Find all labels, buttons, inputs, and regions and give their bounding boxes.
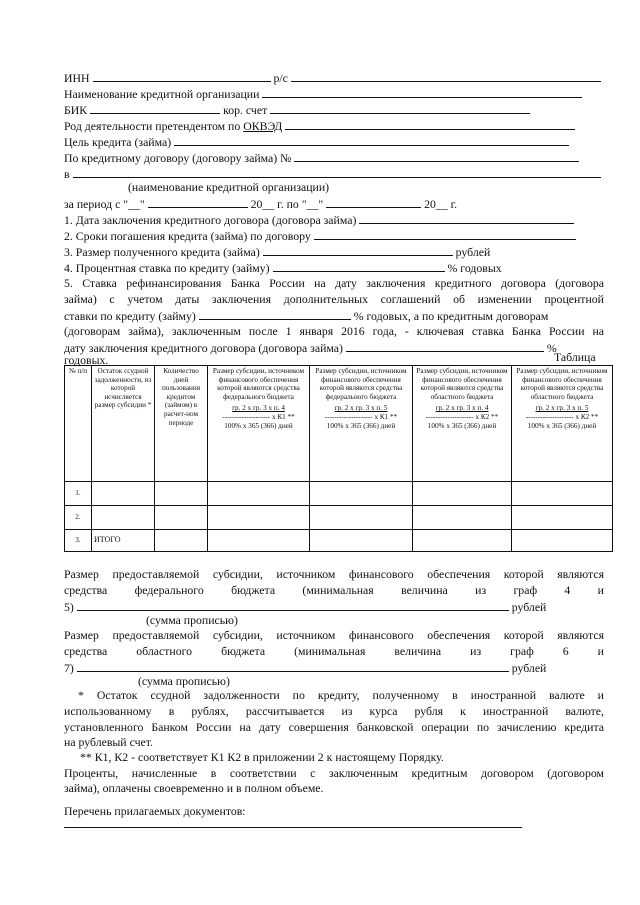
credit-org-field[interactable]: [262, 86, 582, 98]
formula-coef: х К1 **: [271, 413, 295, 422]
purpose-label: Цель кредита (займа): [64, 135, 172, 149]
formula-numerator: гр. 2 х гр. 3 х п. 5: [535, 404, 589, 413]
note-1-line-4: на рублевый счет.: [64, 735, 153, 749]
fed-subsidy-graph-ref: 5): [64, 600, 74, 614]
inn-field[interactable]: [93, 70, 271, 82]
formula-denominator: 100% х 365 (366) дней: [326, 422, 396, 431]
formula-reg-6: гр. 2 х гр. 3 х п. 4 -------------------- х К2 ** 100% х 365 (366) дней: [415, 404, 509, 431]
table-cell[interactable]: [208, 530, 310, 552]
item-4-field[interactable]: [273, 260, 445, 272]
period-from-field[interactable]: [148, 196, 248, 208]
item-1-label: 1. Дата заключения кредитного договора (договора займа): [64, 213, 357, 227]
item-1: [64, 212, 604, 227]
documents-list-field[interactable]: [64, 827, 522, 828]
item-3-unit: рублей: [455, 245, 491, 259]
col-fed-4-header: [208, 366, 310, 482]
credit-org-line: [64, 86, 604, 101]
formula-denominator: 100% х 365 (366) дней: [427, 422, 497, 431]
note-1-line-1: * Остаток ссудной задолженности по кредиту, полученному в иностранной валюте и: [78, 688, 604, 702]
note-3-line-1: Проценты, начисленные в соответствии с заключенным кредитным договором (договором: [64, 766, 604, 780]
purpose-field[interactable]: [174, 134, 569, 146]
note-3-line-2: займа), оплачены своевременно и в полном объеме.: [64, 781, 324, 795]
formula-coef: х К2 **: [575, 413, 599, 422]
item-3-field[interactable]: [263, 244, 453, 256]
kor-label: кор. счет: [223, 103, 268, 117]
table-cell[interactable]: [155, 482, 208, 506]
table-cell[interactable]: [512, 482, 613, 506]
reg-subsidy-line-3: [64, 660, 604, 675]
period-from-label: за период с "__": [64, 197, 145, 211]
note-2: ** К1, К2 - соответствует К1 К2 в приложении 2 к настоящему Порядку.: [80, 750, 444, 764]
item-5-line-2: займа) с учетом даты заключения дополнительных соглашений об изменении процентной: [64, 292, 604, 306]
subsidy-table: [64, 365, 613, 552]
reg-subsidy-unit: рублей: [511, 661, 547, 675]
item-3-label: 3. Размер полученного кредита (займа): [64, 245, 260, 259]
reg-subsidy-line-1: Размер предоставляемой субсидии, источником финансового обеспечения которой являются: [64, 628, 604, 642]
item-5-rate-unit: % годовых, а по кредитным договорам: [353, 309, 549, 323]
table-cell[interactable]: [155, 506, 208, 530]
formula-fed-5: гр. 2 х гр. 3 х п. 5 -------------------- х К1 ** 100% х 365 (366) дней: [312, 404, 410, 431]
table-cell[interactable]: [92, 506, 155, 530]
item-2-label: 2. Сроки погашения кредита (займа) по договору: [64, 229, 311, 243]
table-cell[interactable]: [92, 482, 155, 506]
documents-list-label: Перечень прилагаемых документов:: [64, 804, 246, 818]
kor-field[interactable]: [270, 102, 530, 114]
credit-org-label: Наименование кредитной организации: [64, 87, 260, 101]
formula-denominator: 100% х 365 (366) дней: [527, 422, 597, 431]
formula-numerator: гр. 2 х гр. 3 х п. 4: [435, 404, 489, 413]
reg-subsidy-field[interactable]: [77, 660, 509, 672]
bik-field[interactable]: [90, 102, 220, 114]
table-cell[interactable]: [512, 506, 613, 530]
table-cell[interactable]: [512, 530, 613, 552]
table-caption: Таблица: [554, 350, 596, 364]
reg-subsidy-line-2: средства областного бюджета (минимальная величина из граф 6 и: [64, 644, 604, 658]
note-1-line-3: установленного Банком России на дату совершения банковской операции по зачислению кредита: [64, 720, 604, 734]
col-reg-6-title: Размер субсидии, источником финансового обеспечения которой являются средства областного бюджета: [416, 367, 508, 401]
loan-agreement-line: [64, 150, 604, 165]
table-cell[interactable]: [413, 482, 512, 506]
table-cell[interactable]: [208, 482, 310, 506]
fed-subsidy-line-3: [64, 599, 604, 614]
fed-subsidy-line-2: средства федерального бюджета (минимальная величина из граф 4 и: [64, 583, 604, 597]
table-cell[interactable]: [413, 530, 512, 552]
col-fed-5-header: [310, 366, 413, 482]
loan-agreement-field[interactable]: [294, 150, 579, 162]
item-5-line-1: 5. Ставка рефинансирования Банка России на дату заключения кредитного договора (договора: [64, 276, 604, 290]
item-5-line-6: годовых.: [64, 353, 109, 367]
fed-subsidy-line-1: Размер предоставляемой субсидии, источником финансового обеспечения которой являются: [64, 567, 604, 581]
item-4-label: 4. Процентная ставка по кредиту (займу): [64, 261, 270, 275]
item-5-key-rate-field[interactable]: [346, 340, 544, 352]
table-cell[interactable]: [413, 506, 512, 530]
period-year-label: 20__ г.: [424, 197, 458, 211]
item-4-unit: % годовых: [447, 261, 502, 275]
org-name-caption: (наименование кредитной организации): [128, 180, 330, 194]
period-to-label: 20__ г. по "__": [250, 197, 324, 211]
row-number: 2.: [65, 506, 92, 530]
period-line: [64, 196, 604, 211]
formula-numerator: гр. 2 х гр. 3 х п. 5: [334, 404, 388, 413]
loan-agreement-label: По кредитному договору (договору займа) №: [64, 151, 292, 165]
activity-field[interactable]: [285, 118, 575, 130]
table-cell[interactable]: [310, 506, 413, 530]
table-header-row: [65, 366, 613, 482]
table-row: [65, 506, 613, 530]
item-5-rate-label: ставки по кредиту (займу): [64, 309, 196, 323]
activity-line: [64, 118, 604, 133]
table-row: [65, 482, 613, 506]
col-days-header: Количество дней пользования кредитом (займом) в расчет-ном периоде: [155, 366, 208, 482]
bank-line: [64, 166, 604, 181]
col-reg-7-title: Размер субсидии, источником финансового обеспечения которой являются средства областного бюджета: [516, 367, 608, 401]
table-cell[interactable]: [155, 530, 208, 552]
fed-sum-caption: (сумма прописью): [146, 613, 238, 627]
formula-fed-4: гр. 2 х гр. 3 х п. 4 -------------------- х К1 ** 100% х 365 (366) дней: [210, 404, 307, 431]
item-1-field[interactable]: [359, 212, 574, 224]
activity-label: Род деятельности претендентом по: [64, 119, 241, 133]
col-reg-6-header: [413, 366, 512, 482]
fed-subsidy-field[interactable]: [77, 599, 509, 611]
col-num-header: № п/п: [65, 366, 92, 482]
okved-label: ОКВЭД: [243, 119, 283, 133]
inn-line: [64, 70, 604, 85]
rs-field[interactable]: [291, 70, 601, 82]
bank-field[interactable]: [73, 166, 601, 178]
formula-coef: х К2 **: [475, 413, 499, 422]
fed-subsidy-unit: рублей: [511, 600, 547, 614]
item-5-rate-field[interactable]: [199, 308, 351, 320]
table-total-row: [65, 530, 613, 552]
formula-reg-7: гр. 2 х гр. 3 х п. 5 -------------------- х К2 ** 100% х 365 (366) дней: [514, 404, 610, 431]
item-5-key-rate-unit: %: [546, 341, 557, 355]
formula-coef: х К1 **: [374, 413, 398, 422]
col-fed-5-title: Размер субсидии, источником финансового обеспечения которой являются средства федерального бюджета: [315, 367, 407, 401]
inn-label: ИНН: [64, 71, 90, 85]
item-2: [64, 228, 604, 243]
rs-label: р/с: [273, 71, 288, 85]
total-label: ИТОГО: [92, 530, 155, 552]
row-number: 1.: [65, 482, 92, 506]
col-reg-7-header: [512, 366, 613, 482]
in-label: в: [64, 167, 70, 181]
reg-sum-caption: (сумма прописью): [138, 674, 230, 688]
bik-label: БИК: [64, 103, 88, 117]
col-fed-4-title: Размер субсидии, источником финансового обеспечения которой являются средства федерального бюджета: [212, 367, 305, 401]
table-cell[interactable]: [208, 506, 310, 530]
item-3: [64, 244, 604, 259]
note-1-line-2: использованному в рублях, рассчитывается из курса рубля к иностранной валюте,: [64, 704, 604, 718]
item-4: [64, 260, 604, 275]
item-2-field[interactable]: [314, 228, 576, 240]
table-cell[interactable]: [310, 482, 413, 506]
table-cell[interactable]: [310, 530, 413, 552]
item-5-line-4: (договорам займа), заключенным после 1 января 2016 года, - ключевая ставка Банка России на: [64, 324, 604, 338]
period-to-field[interactable]: [326, 196, 421, 208]
purpose-line: [64, 134, 604, 149]
item-5-key-rate-label: дату заключения кредитного договора (договора займа): [64, 341, 343, 355]
row-number: 3.: [65, 530, 92, 552]
formula-denominator: 100% х 365 (366) дней: [224, 422, 293, 431]
reg-subsidy-graph-ref: 7): [64, 661, 74, 675]
bik-line: [64, 102, 604, 117]
item-5-line-3: [64, 308, 604, 323]
formula-numerator: гр. 2 х гр. 3 х п. 4: [232, 404, 285, 413]
col-balance-header: Остаток ссудной задолженности, из которой исчисляется размер субсидии *: [92, 366, 155, 482]
